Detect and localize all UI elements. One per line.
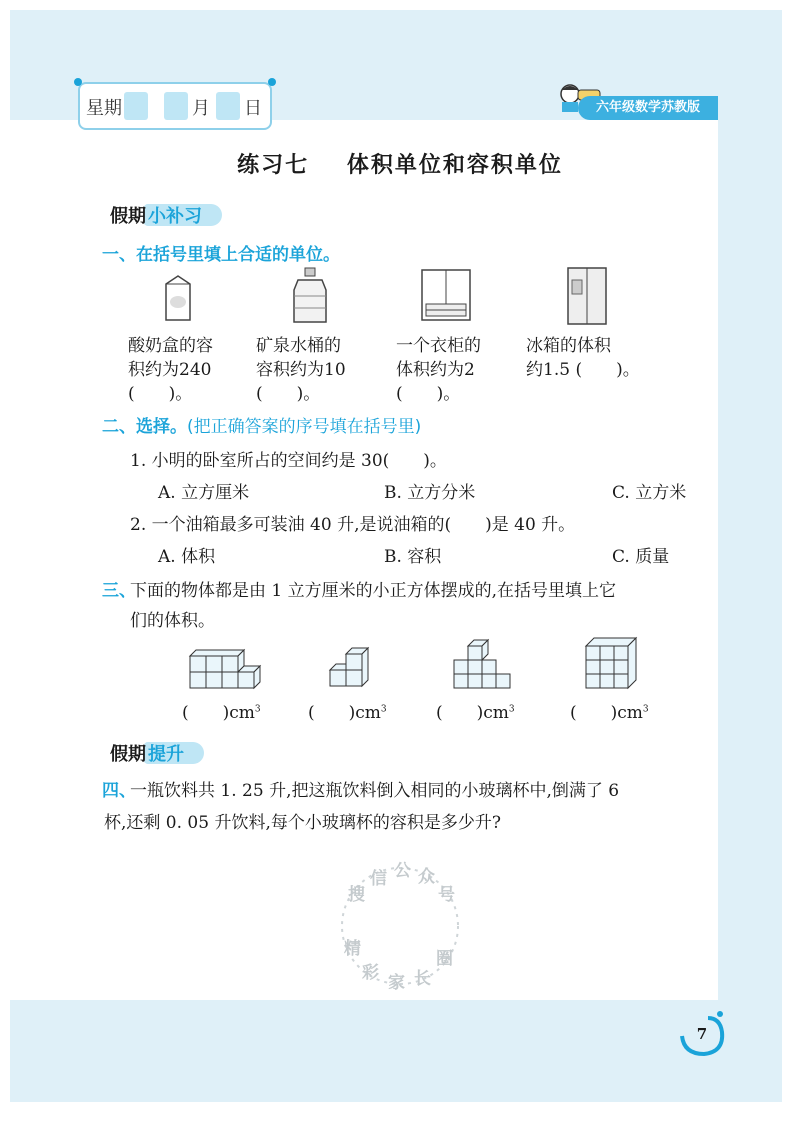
paper-left-strip [10,120,80,1000]
watermark-stamp [330,856,470,996]
corner-dot [74,78,82,86]
question-1: 1. 小明的卧室所占的空间约是 30( )。 [130,451,447,471]
svg-text:精: 精 [344,939,361,959]
title-exercise: 练习七 [237,153,310,178]
water-bottle-icon [290,266,330,326]
svg-text:号: 号 [438,885,455,905]
svg-text:圈: 圈 [436,949,453,969]
refrigerator-icon [566,266,608,326]
section2-heading: 二、选择。(把正确答案的序号填在括号里) [102,417,422,437]
weekday-label: 星期 [86,98,122,119]
cube-figure-2 [326,640,378,692]
section4-line1: 一瓶饮料共 1. 25 升,把这瓶饮料倒入相同的小玻璃杯中,倒满了 6 [130,781,620,801]
milk-carton-icon [160,272,196,322]
q2-option-b[interactable]: B. 容积 [384,547,442,567]
cube-figure-4 [580,636,646,692]
item-milk: 酸奶盒的容 积约为240 ( )。 [128,334,248,406]
q2-option-a[interactable]: A. 体积 [158,547,216,567]
q1-option-b[interactable]: B. 立方分米 [384,483,476,503]
question-2: 2. 一个油箱最多可装油 40 升,是说油箱的( )是 40 升。 [130,515,576,535]
q1-option-a[interactable]: A. 立方厘米 [158,483,250,503]
answer-blank[interactable]: ( )。 [128,384,193,404]
cube-answer-1[interactable]: ( )$cm^3$ [182,703,261,723]
banner-blue: 小补习 [148,206,202,227]
section3-line1: 下面的物体都是由 1 立方厘米的小正方体摆成的,在括号里填上它 [130,581,617,601]
month-label: 月 [192,98,210,119]
banner-black: 假期 [110,206,146,227]
cube-answer-4[interactable]: ( )$cm^3$ [570,703,649,723]
date-box [78,82,272,130]
section4-line2: 杯,还剩 0. 05 升饮料,每个小玻璃杯的容积是多少升? [104,813,501,833]
section3-line2: 们的体积。 [130,611,215,631]
svg-text:彩: 彩 [362,963,379,983]
svg-text:公: 公 [394,861,411,881]
svg-text:信: 信 [370,869,387,889]
banner-blue: 提升 [148,744,184,765]
q2-option-c[interactable]: C. 质量 [612,547,670,567]
q1-option-c[interactable]: C. 立方米 [612,483,687,503]
banner-improve [104,738,234,766]
svg-text:众: 众 [418,867,435,887]
weekday-blank[interactable] [124,92,148,120]
grade-badge: 六年级数学苏教版 [578,96,718,120]
banner-supplement [104,200,234,228]
title-topic: 体积单位和容积单位 [346,153,563,178]
cube-answer-3[interactable]: ( )$cm^3$ [436,703,515,723]
cube-answer-2[interactable]: ( )$cm^3$ [308,703,387,723]
wardrobe-icon [420,268,472,324]
svg-text:家: 家 [388,973,405,993]
answer-blank[interactable]: 约1.5 ( )。 [526,360,640,380]
cube-figure-1 [186,644,262,690]
svg-text:搜: 搜 [348,885,365,905]
day-blank[interactable] [216,92,240,120]
month-blank[interactable] [164,92,188,120]
answer-blank[interactable]: ( )。 [396,384,461,404]
page-title [0,148,800,179]
page-number: 7 [696,1025,708,1043]
item-refrigerator: 冰箱的体积 约1.5 ( )。 [526,334,676,382]
svg-text:长: 长 [414,969,431,989]
section3-prefix: 三、 [102,581,136,601]
section4-prefix: 四、 [102,781,136,801]
banner-black: 假期 [110,744,146,765]
section1-heading: 一、在括号里填上合适的单位。 [102,245,340,265]
answer-blank[interactable]: ( )。 [256,384,321,404]
item-water-bottle: 矿泉水桶的 容积约为10 ( )。 [256,334,376,406]
day-label: 日 [244,98,262,119]
item-wardrobe: 一个衣柜的 体积约为2 ( )。 [396,334,516,406]
cube-figure-3 [442,638,518,692]
corner-dot [268,78,276,86]
